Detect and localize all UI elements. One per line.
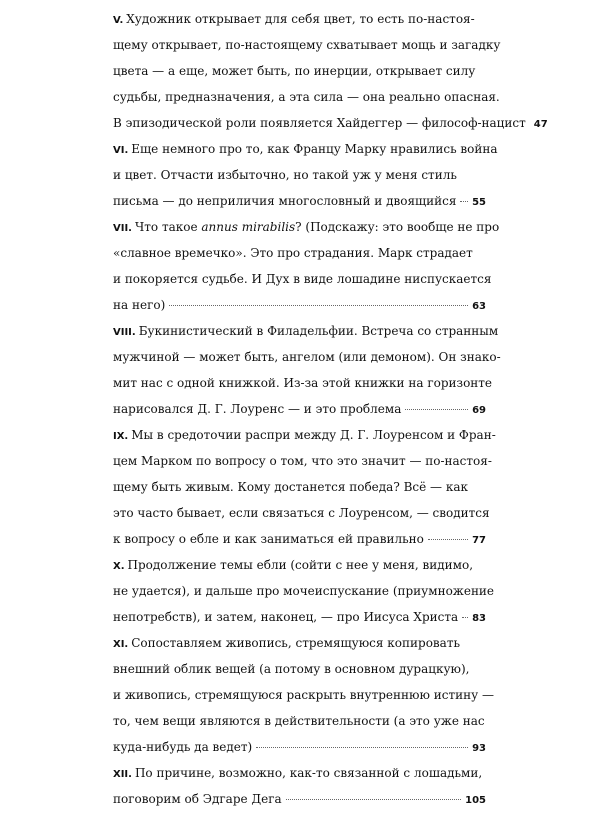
chapter-numeral: XII. [113, 769, 132, 780]
entry-text-line: и цвет. Отчасти избыточно, но такой уж у меня стиль [113, 168, 457, 182]
entry-text-line: нарисовался Д. Г. Лоуренс — и это проблема [113, 402, 402, 416]
entry-text-line: не удается), и дальше про мочеиспускание (приумножение [113, 584, 495, 598]
dot-leader [405, 408, 468, 410]
entry-text-line: мит нас с одной книжкой. Из-за этой книжки на горизонте [113, 376, 493, 390]
entry-text-line: цвета — а еще, может быть, по инерции, открывает силу [113, 64, 476, 78]
toc-entry-x[interactable] [113, 552, 495, 630]
entry-text-line: мужчиной — может быть, ангелом (или демоном). Он знако- [113, 350, 501, 364]
entry-text-line: Букинистический в Филадельфии. Встреча со странным [138, 324, 499, 338]
entry-text-line: Продолжение темы ебли (сойти с нее у меня, видимо, [127, 558, 474, 572]
entry-text-line: и живопись, стремящуюся раскрыть внутреннюю истину — [113, 688, 494, 702]
entry-text-line: цем Марком по вопросу о том, что это значит — по-настоя- [113, 454, 492, 468]
chapter-numeral: IX. [113, 431, 129, 442]
table-of-contents [113, 6, 548, 812]
italic-term: annus mirabilis [201, 220, 296, 234]
entry-text-fragment: ? (Подскажу: это вообще не про [295, 220, 500, 234]
entry-text-line: Художник открывает для себя цвет, то есть по-настоя- [126, 12, 475, 26]
dot-leader [428, 538, 468, 540]
entry-text-line: к вопросу о ебле и как заниматься ей правильно [113, 532, 424, 546]
toc-entry-vi[interactable] [113, 136, 498, 214]
page-number: 47 [533, 119, 548, 130]
dot-leader [256, 746, 468, 748]
page-number: 63 [472, 301, 486, 312]
page-number: 55 [472, 197, 486, 208]
entry-text-line: куда-нибудь да ведет) [113, 740, 253, 754]
dot-leader [286, 798, 461, 800]
entry-text-line: Сопоставляем живопись, стремящуюся копировать [131, 636, 460, 650]
entry-text-line: щему открывает, по-настоящему схватывает мощь и загадку [113, 38, 501, 52]
toc-entry-xii[interactable] [113, 760, 486, 812]
entry-text-line: поговорим об Эдгаре Дега [113, 792, 282, 806]
toc-entry-viii[interactable] [113, 318, 501, 422]
chapter-numeral: XI. [113, 639, 129, 650]
chapter-numeral: VIII. [113, 327, 136, 338]
entry-text-line: Еще немного про то, как Францу Марку нравились война [131, 142, 498, 156]
entry-text-line: на него) [113, 298, 166, 312]
chapter-numeral: V. [113, 15, 124, 26]
entry-text-line: внешний облик вещей (а потому в основном дурацкую), [113, 662, 470, 676]
entry-text-line: то, чем вещи являются в действительности (а это уже нас [113, 714, 485, 728]
page-number: 69 [472, 405, 486, 416]
dot-leader [462, 616, 468, 618]
entry-text-line: Мы в средоточии распри между Д. Г. Лоуренсом и Фран- [131, 428, 496, 442]
entry-text-line: и покоряется судьбе. И Дух в виде лошадине ниспускается [113, 272, 492, 286]
dot-leader [460, 200, 468, 202]
entry-text-fragment: Что такое [134, 220, 202, 234]
page-number: 83 [472, 613, 486, 624]
entry-text-line: По причине, возможно, как-то связанной с лошадьми, [134, 766, 483, 780]
entry-text-line: В эпизодической роли появляется Хайдеггер — философ-нацист [113, 116, 526, 130]
entry-text-line: письма — до неприличия многословный и двоящийся [113, 194, 457, 208]
chapter-numeral: VI. [113, 145, 129, 156]
entry-text-line: «славное времечко». Это про страдания. Марк страдает [113, 246, 473, 260]
page-number: 93 [472, 743, 486, 754]
page-number: 105 [465, 795, 486, 806]
toc-entry-vii[interactable] [113, 214, 500, 318]
entry-text-line: щему быть живым. Кому достанется победа? Всё — как [113, 480, 468, 494]
chapter-numeral: VII. [113, 223, 132, 234]
entry-text-line: судьбы, предназначения, а эта сила — она реально опасная. [113, 90, 500, 104]
dot-leader [169, 304, 468, 306]
toc-entry-v[interactable] [113, 6, 548, 136]
entry-text-line: это часто бывает, если связаться с Лоуренсом, — сводится [113, 506, 490, 520]
toc-entry-xi[interactable] [113, 630, 494, 760]
entry-text-line: непотребств), и затем, наконец, — про Иисуса Христа [113, 610, 459, 624]
page-number: 77 [472, 535, 486, 546]
chapter-numeral: X. [113, 561, 125, 572]
toc-entry-ix[interactable] [113, 422, 496, 552]
